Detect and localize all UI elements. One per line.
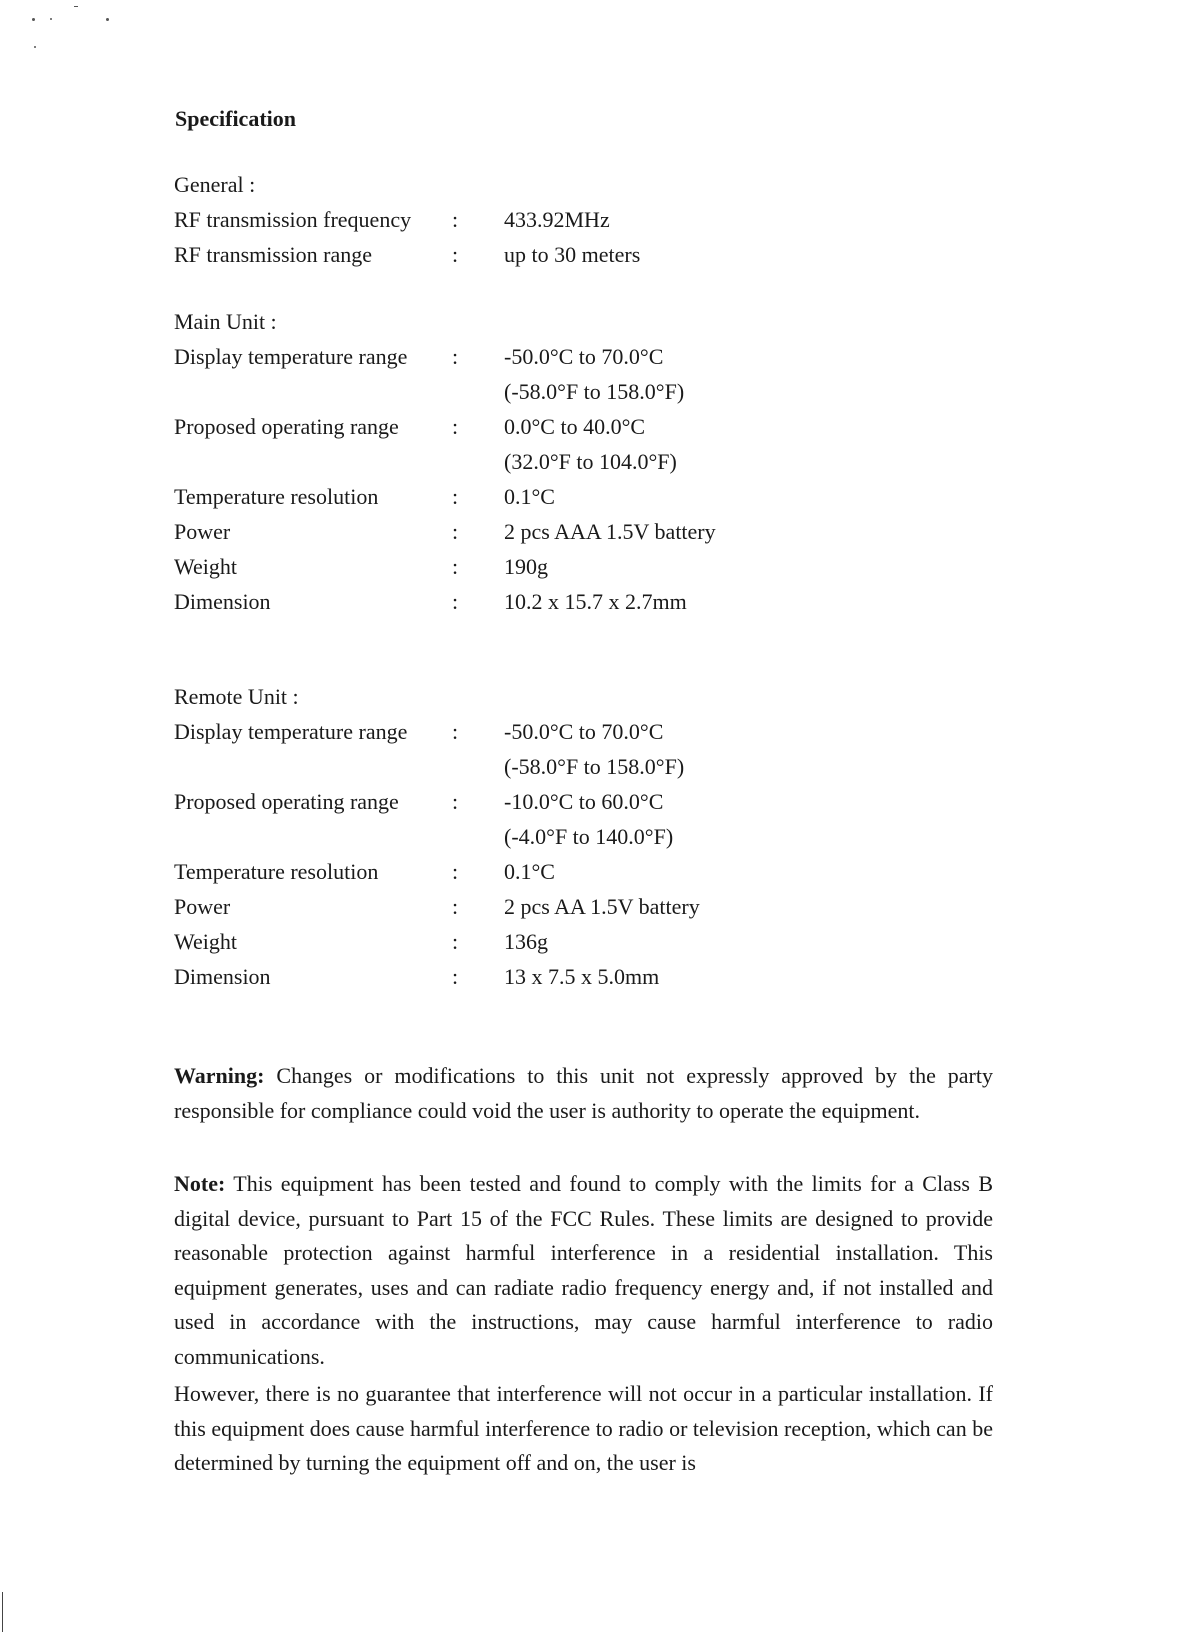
spec-separator: :: [452, 554, 459, 579]
spec-label: Weight: [174, 929, 237, 954]
spec-label: Dimension: [174, 589, 271, 614]
spec-row: [174, 960, 994, 995]
however-text: However, there is no guarantee that interference will not occur in a particular installation. If this equipment does cause harmful interference to radio or television reception, which can be determined by turning the equipment off and on, the user is: [174, 1381, 993, 1476]
spec-row: [174, 515, 994, 550]
spec-separator: :: [452, 894, 459, 919]
spec-row: [174, 855, 994, 890]
spec-value: 433.92MHz: [504, 207, 610, 232]
spec-value: -10.0°C to 60.0°C: [504, 789, 664, 814]
scan-speck: [50, 18, 52, 20]
section-heading: Main Unit :: [174, 309, 277, 334]
spec-separator: :: [452, 344, 459, 369]
spec-separator: :: [452, 242, 459, 267]
spec-row: [174, 340, 994, 375]
spec-separator: :: [452, 789, 459, 814]
page-title: Specification: [175, 106, 296, 131]
spec-value: up to 30 meters: [504, 242, 641, 267]
note-text: This equipment has been tested and found to comply with the limits for a Class B digital device, pursuant to Part 15 of the FCC Rules. These limits are designed to provide reasonable protection against harmful interference in a residential installation. This equipment generates, uses and can radiate radio frequency energy and, if not installed and used in accordance with the instructions, may cause harmful interference to radio communications.: [174, 1171, 993, 1369]
spec-separator: :: [452, 964, 459, 989]
spec-row-continuation: [174, 750, 994, 785]
spec-row: [174, 480, 994, 515]
spec-separator: :: [452, 929, 459, 954]
spec-label: Display temperature range: [174, 344, 408, 369]
spec-row: [174, 715, 994, 750]
spec-label: RF transmission range: [174, 242, 372, 267]
section-heading: Remote Unit :: [174, 684, 299, 709]
remote-unit-section: [174, 680, 994, 995]
spec-value-secondary: (32.0°F to 104.0°F): [504, 449, 677, 474]
warning-label: Warning:: [174, 1063, 265, 1088]
scan-speck: [74, 6, 78, 7]
spec-row: [174, 585, 994, 620]
spec-value: 0.1°C: [504, 484, 555, 509]
general-section: [174, 168, 994, 273]
scan-speck: [106, 18, 109, 21]
note-label: Note:: [174, 1171, 226, 1196]
spec-label: Power: [174, 894, 231, 919]
spec-row: [174, 890, 994, 925]
spec-row: [174, 238, 994, 273]
warning-text: Changes or modifications to this unit not expressly approved by the party responsible for compliance could void the user is authority to operate the equipment.: [174, 1063, 993, 1123]
note-paragraph: [174, 1167, 993, 1375]
spec-value-secondary: (-58.0°F to 158.0°F): [504, 754, 685, 779]
spec-value-secondary: (-4.0°F to 140.0°F): [504, 824, 674, 849]
spec-row: [174, 203, 994, 238]
section-heading: General :: [174, 172, 256, 197]
scan-speck: [34, 46, 36, 48]
scan-speck: [32, 18, 35, 21]
spec-value: 190g: [504, 554, 548, 579]
spec-value: 10.2 x 15.7 x 2.7mm: [504, 589, 687, 614]
spec-label: Temperature resolution: [174, 484, 379, 509]
spec-value: 0.0°C to 40.0°C: [504, 414, 646, 439]
spec-separator: :: [452, 484, 459, 509]
spec-row: [174, 785, 994, 820]
scan-edge-mark: [2, 1592, 3, 1632]
main-unit-section: [174, 305, 994, 620]
spec-row: [174, 410, 994, 445]
spec-value: 136g: [504, 929, 548, 954]
spec-value-secondary: (-58.0°F to 158.0°F): [504, 379, 685, 404]
warning-paragraph: [174, 1059, 993, 1128]
spec-value: -50.0°C to 70.0°C: [504, 719, 664, 744]
spec-label: Display temperature range: [174, 719, 408, 744]
spec-label: Weight: [174, 554, 237, 579]
spec-value: -50.0°C to 70.0°C: [504, 344, 664, 369]
spec-label: Power: [174, 519, 231, 544]
spec-label: Temperature resolution: [174, 859, 379, 884]
spec-label: Dimension: [174, 964, 271, 989]
spec-row-continuation: [174, 820, 994, 855]
spec-value: 0.1°C: [504, 859, 555, 884]
spec-label: RF transmission frequency: [174, 207, 412, 232]
spec-row: [174, 550, 994, 585]
spec-separator: :: [452, 859, 459, 884]
spec-row-continuation: [174, 445, 994, 480]
spec-row-continuation: [174, 375, 994, 410]
spec-label: Proposed operating range: [174, 414, 399, 439]
spec-separator: :: [452, 207, 459, 232]
spec-separator: :: [452, 414, 459, 439]
spec-row: [174, 925, 994, 960]
spec-value: 13 x 7.5 x 5.0mm: [504, 964, 660, 989]
spec-value: 2 pcs AAA 1.5V battery: [504, 519, 716, 544]
spec-separator: :: [452, 589, 459, 614]
spec-separator: :: [452, 519, 459, 544]
spec-separator: :: [452, 719, 459, 744]
however-paragraph: [174, 1377, 993, 1481]
spec-label: Proposed operating range: [174, 789, 399, 814]
spec-value: 2 pcs AA 1.5V battery: [504, 894, 700, 919]
